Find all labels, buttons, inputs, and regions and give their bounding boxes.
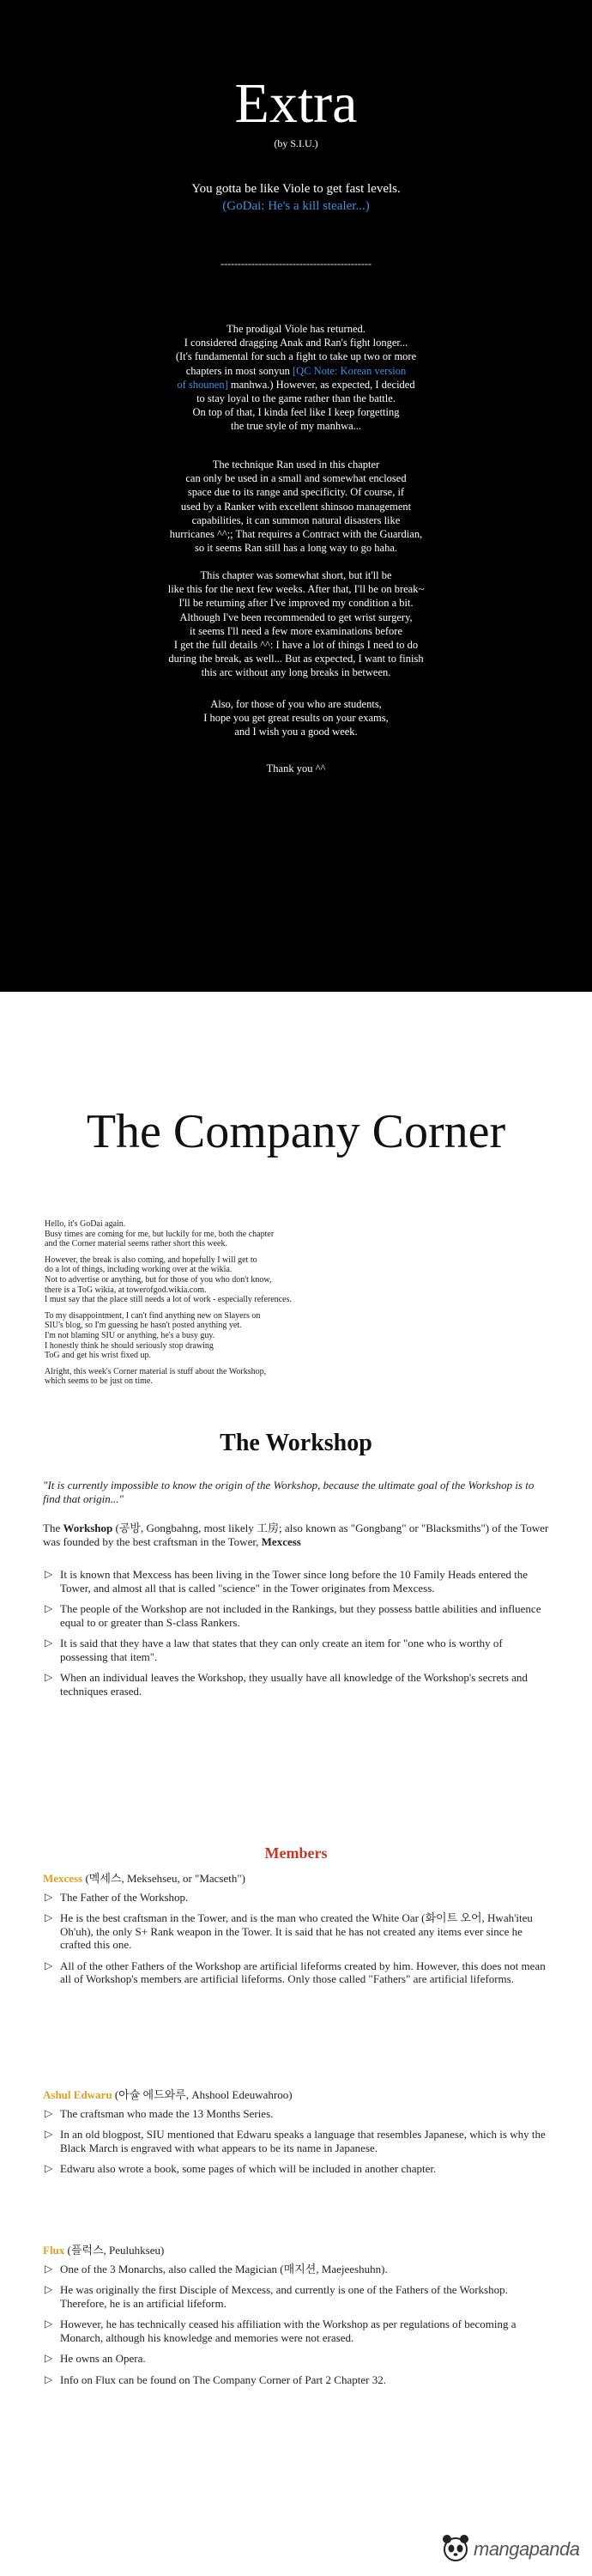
member-points	[43, 2107, 549, 2176]
list-item-text: It is known that Mexcess has been living in the Tower since long before the 10 Family Heads entered the Tower, and almost all that is called "science" in the Tower originates from Mexcess.	[60, 1568, 529, 1595]
list-item	[43, 1671, 549, 1698]
triangle-bullet-icon: ▷	[45, 2128, 53, 2140]
text-line: (It's fundamental for such a fight to take up two or more	[175, 350, 417, 363]
list-item	[43, 2352, 549, 2366]
text-line: during the break, as well... But as expected, I want to finish	[168, 653, 424, 665]
list-item	[43, 2283, 549, 2310]
list-item	[43, 1911, 549, 1952]
list-item-text: He is the best craftsman in the Tower, and is the man who created the White Oar (화이트 오어, Hwah'iteu Oh'uh), the only S+ Rank weapon in the Tower. It is said that he has not created any items ever since he crafted this one.	[60, 1911, 533, 1951]
text-line	[159, 364, 433, 378]
text-line: so it seems Ran still has a long way to go haha.	[194, 542, 398, 555]
text-line: Busy times are coming for me, but luckily for me, both the chapter	[45, 1229, 275, 1239]
panda-icon	[439, 2531, 472, 2564]
text-line: On top of that, I kinda feel like I keep forgetting	[192, 406, 400, 419]
text-span: chapters in most sonyun	[185, 364, 293, 377]
triangle-bullet-icon: ▷	[45, 1568, 53, 1580]
triangle-bullet-icon: ▷	[45, 1671, 53, 1683]
intro-paragraph	[45, 1219, 405, 1249]
company-corner-intro	[45, 1219, 405, 1393]
member-ashul-edwaru	[43, 2088, 549, 2184]
company-corner-title: The Company Corner	[86, 1105, 506, 1158]
list-item-text: The people of the Workshop are not included in the Rankings, but they possess battle abilities and influence equal to or greater than S-class Rankers.	[60, 1602, 541, 1629]
text-line: I must say that the place still needs a lot of work - especially references.	[45, 1295, 292, 1305]
message-paragraph-1	[159, 322, 433, 434]
triangle-bullet-icon: ▷	[45, 1602, 53, 1614]
member-name: Ashul Edwaru	[43, 2088, 112, 2101]
list-item-text: The Father of the Workshop.	[60, 1890, 189, 1904]
workshop-heading: The Workshop	[220, 1430, 372, 1456]
divider: --------------------------------------------	[220, 258, 372, 270]
text-line: the true style of my manhwa...	[230, 420, 362, 433]
subtitle-line-1: You gotta be like Viole to get fast levels.	[191, 182, 401, 196]
text-line: capabilities, it can summon natural disasters like	[191, 513, 401, 526]
text-line: used by a Ranker with excellent shinsoo management	[180, 500, 412, 513]
list-item-text: In an old blogpost, SIU mentioned that Edwaru speaks a language that resembles Japanese, which is why the Black March is engraved with what appears to be its name in Japanese.	[60, 2128, 546, 2154]
list-item-text: The craftsman who made the 13 Months Series.	[60, 2106, 274, 2120]
member-flux	[43, 2244, 549, 2394]
logo-text: mangapanda	[474, 2538, 580, 2560]
intro-paragraph	[45, 1311, 405, 1361]
members-heading: Members	[264, 1844, 328, 1862]
intro-paragraph	[45, 1367, 405, 1387]
text-line: Also, for those of you who are students,	[210, 698, 382, 710]
text-line: I'm not blaming SIU or anything, he's a busy guy.	[45, 1330, 215, 1340]
list-item-text: Edwaru also wrote a book, some pages of which will be included in another chapter.	[60, 2162, 437, 2175]
text-line: this arc without any long breaks in between.	[201, 666, 391, 679]
text-line: I considered dragging Anak and Ran's fight longer...	[184, 337, 408, 349]
subtitle-line-2: (GoDai: He's a kill stealer...)	[222, 199, 370, 213]
triangle-bullet-icon: ▷	[45, 1959, 53, 1971]
text-line: there is a ToG wikia, at towerofgod.wikia.com.	[45, 1285, 207, 1295]
text-line: it seems I'll need a few more examinations before	[190, 624, 402, 637]
member-alias: (플럭스, Peuluhkseu)	[64, 2244, 165, 2257]
list-item	[43, 1568, 549, 1595]
member-mexcess	[43, 1872, 549, 1994]
triangle-bullet-icon: ▷	[45, 2262, 53, 2275]
text-line: hurricanes ^^;; That requires a Contract with the Guardian,	[169, 528, 423, 541]
list-item	[43, 1637, 549, 1663]
workshop-quote: "It is currently impossible to know the origin of the Workshop, because the ultimate goal of the Workshop is to find that origin..."	[43, 1479, 535, 1505]
text-line: to stay loyal to the game rather than the battle.	[196, 392, 396, 405]
list-item	[43, 1602, 549, 1629]
list-item	[43, 2318, 549, 2344]
member-alias: (멕세스, Meksehseu, or "Macseth")	[82, 1872, 246, 1885]
message-paragraph-2	[159, 458, 433, 555]
list-item-text: When an individual leaves the Workshop, they usually have all knowledge of the Workshop's secrets and techniques erased.	[60, 1671, 528, 1698]
text-span: manhwa.) However, as expected, I decided	[227, 378, 415, 391]
triangle-bullet-icon: ▷	[45, 2318, 53, 2330]
list-item	[43, 2162, 549, 2176]
triangle-bullet-icon: ▷	[45, 2162, 53, 2174]
member-points	[43, 2263, 549, 2387]
text-line: Although I've been recommended to get wrist surgery,	[179, 611, 413, 623]
text-line: and the Corner material seems rather short this week.	[45, 1239, 227, 1249]
text-line: This chapter was somewhat short, but it'll be	[200, 569, 392, 581]
member-points	[43, 1891, 549, 1986]
text-line: Thank you ^^	[266, 762, 326, 775]
extra-title: Extra	[234, 72, 358, 135]
message-paragraph-4	[159, 697, 433, 739]
thank-you	[159, 762, 433, 775]
text-line: To my disappointment, I can't find anything new on Slayers on	[45, 1310, 261, 1321]
text-line: space due to its range and specificity. Of course, if	[187, 486, 405, 499]
list-item	[43, 1891, 549, 1905]
workshop-term: Workshop	[63, 1522, 113, 1534]
list-item-text: However, he has technically ceased his affiliation with the Workshop as per regulations of becoming a Monarch, although his knowledge and memories were not erased.	[60, 2318, 516, 2344]
extra-panel	[0, 0, 592, 992]
list-item-text: One of the 3 Monarchs, also called the Magician (매지션, Maejeeshuhn).	[60, 2262, 388, 2275]
text-line: However, the break is also coming, and hopefully I will get to	[45, 1255, 257, 1265]
list-item	[43, 2373, 549, 2387]
text-line: I hope you get great results on your exams,	[203, 712, 389, 725]
list-item-text: Info on Flux can be found on The Company Corner of Part 2 Chapter 32.	[60, 2372, 386, 2386]
text-line: can only be used in a small and somewhat enclosed	[185, 472, 407, 485]
triangle-bullet-icon: ▷	[45, 1890, 53, 1903]
list-item-text: He was originally the first Disciple of Mexcess, and currently is one of the Fathers of the Workshop. Therefore, he is an artificial lifeform.	[60, 2283, 508, 2310]
qc-note: of shounen]	[177, 378, 228, 391]
text-line: like this for the next few weeks. After that, I'll be on break~	[167, 583, 425, 596]
text-line: Hello, it's GoDai again.	[45, 1219, 126, 1229]
text-line: I honestly think he should seriously stop drawing	[45, 1340, 214, 1351]
triangle-bullet-icon: ▷	[45, 2372, 53, 2385]
qc-note: [QC Note: Korean version	[293, 364, 407, 377]
list-item	[43, 2128, 549, 2154]
member-header	[43, 2244, 549, 2257]
triangle-bullet-icon: ▷	[45, 1911, 53, 1923]
list-item	[43, 2107, 549, 2121]
text-line: The technique Ran used in this chapter	[212, 459, 380, 471]
text-span: The	[43, 1522, 63, 1534]
triangle-bullet-icon: ▷	[45, 1637, 53, 1649]
list-item-text: All of the other Fathers of the Workshop are artificial lifeforms created by him. However, this does not mean all of Workshop's members are artificial lifeforms. Only those called "Fathers" are artificial lifeforms.	[60, 1959, 546, 1985]
text-line: Alright, this week's Corner material is stuff about the Workshop,	[45, 1366, 267, 1376]
intro-paragraph	[45, 1255, 405, 1305]
list-item-text: He owns an Opera.	[60, 2352, 146, 2365]
mangapanda-logo	[439, 2531, 585, 2566]
text-line: I get the full details ^^: I have a lot of things I need to do	[173, 639, 419, 652]
text-line: and I wish you a good week.	[234, 726, 358, 738]
mexcess-term: Mexcess	[261, 1534, 301, 1548]
member-name: Flux	[43, 2244, 65, 2257]
member-alias: (아슐 에드와루, Ahshool Edeuwahroo)	[112, 2088, 293, 2101]
text-line: I'll be returning after I've improved my condition a bit.	[178, 597, 414, 610]
workshop-definition	[43, 1522, 549, 1548]
triangle-bullet-icon: ▷	[45, 2283, 53, 2295]
fact-list	[43, 1568, 549, 1698]
text-line: which seems to be just on time.	[45, 1376, 153, 1387]
text-line	[159, 378, 433, 392]
list-item-text: It is said that they have a law that states that they can only create an item for "one who is worthy of possessing that item".	[60, 1637, 503, 1663]
list-item	[43, 1959, 549, 1986]
extra-byline: (by S.I.U.)	[274, 137, 318, 149]
triangle-bullet-icon: ▷	[45, 2352, 53, 2364]
text-span: (공방, Gongbahng, most likely 工房; also known as "Gongbang" or "Blacksmiths") of the Tower was founded by the best craftsman in the Tower,	[43, 1522, 549, 1548]
member-name: Mexcess	[43, 1872, 83, 1885]
text-line: do a lot of things, including working over at the wikia.	[45, 1265, 233, 1275]
list-item	[43, 2263, 549, 2276]
text-line: SIU's blog, so I'm guessing he hasn't posted anything yet.	[45, 1321, 242, 1331]
workshop-facts	[43, 1568, 549, 1705]
member-header	[43, 1872, 549, 1886]
member-header	[43, 2088, 549, 2102]
message-paragraph-3	[159, 568, 433, 680]
extra-subtitle	[0, 180, 592, 215]
text-line: ToG and get his wrist fixed up.	[45, 1351, 152, 1361]
text-line: The prodigal Viole has returned.	[227, 323, 365, 335]
triangle-bullet-icon: ▷	[45, 2106, 53, 2119]
text-line: Not to advertise or anything, but for those of you who don't know,	[45, 1274, 272, 1285]
